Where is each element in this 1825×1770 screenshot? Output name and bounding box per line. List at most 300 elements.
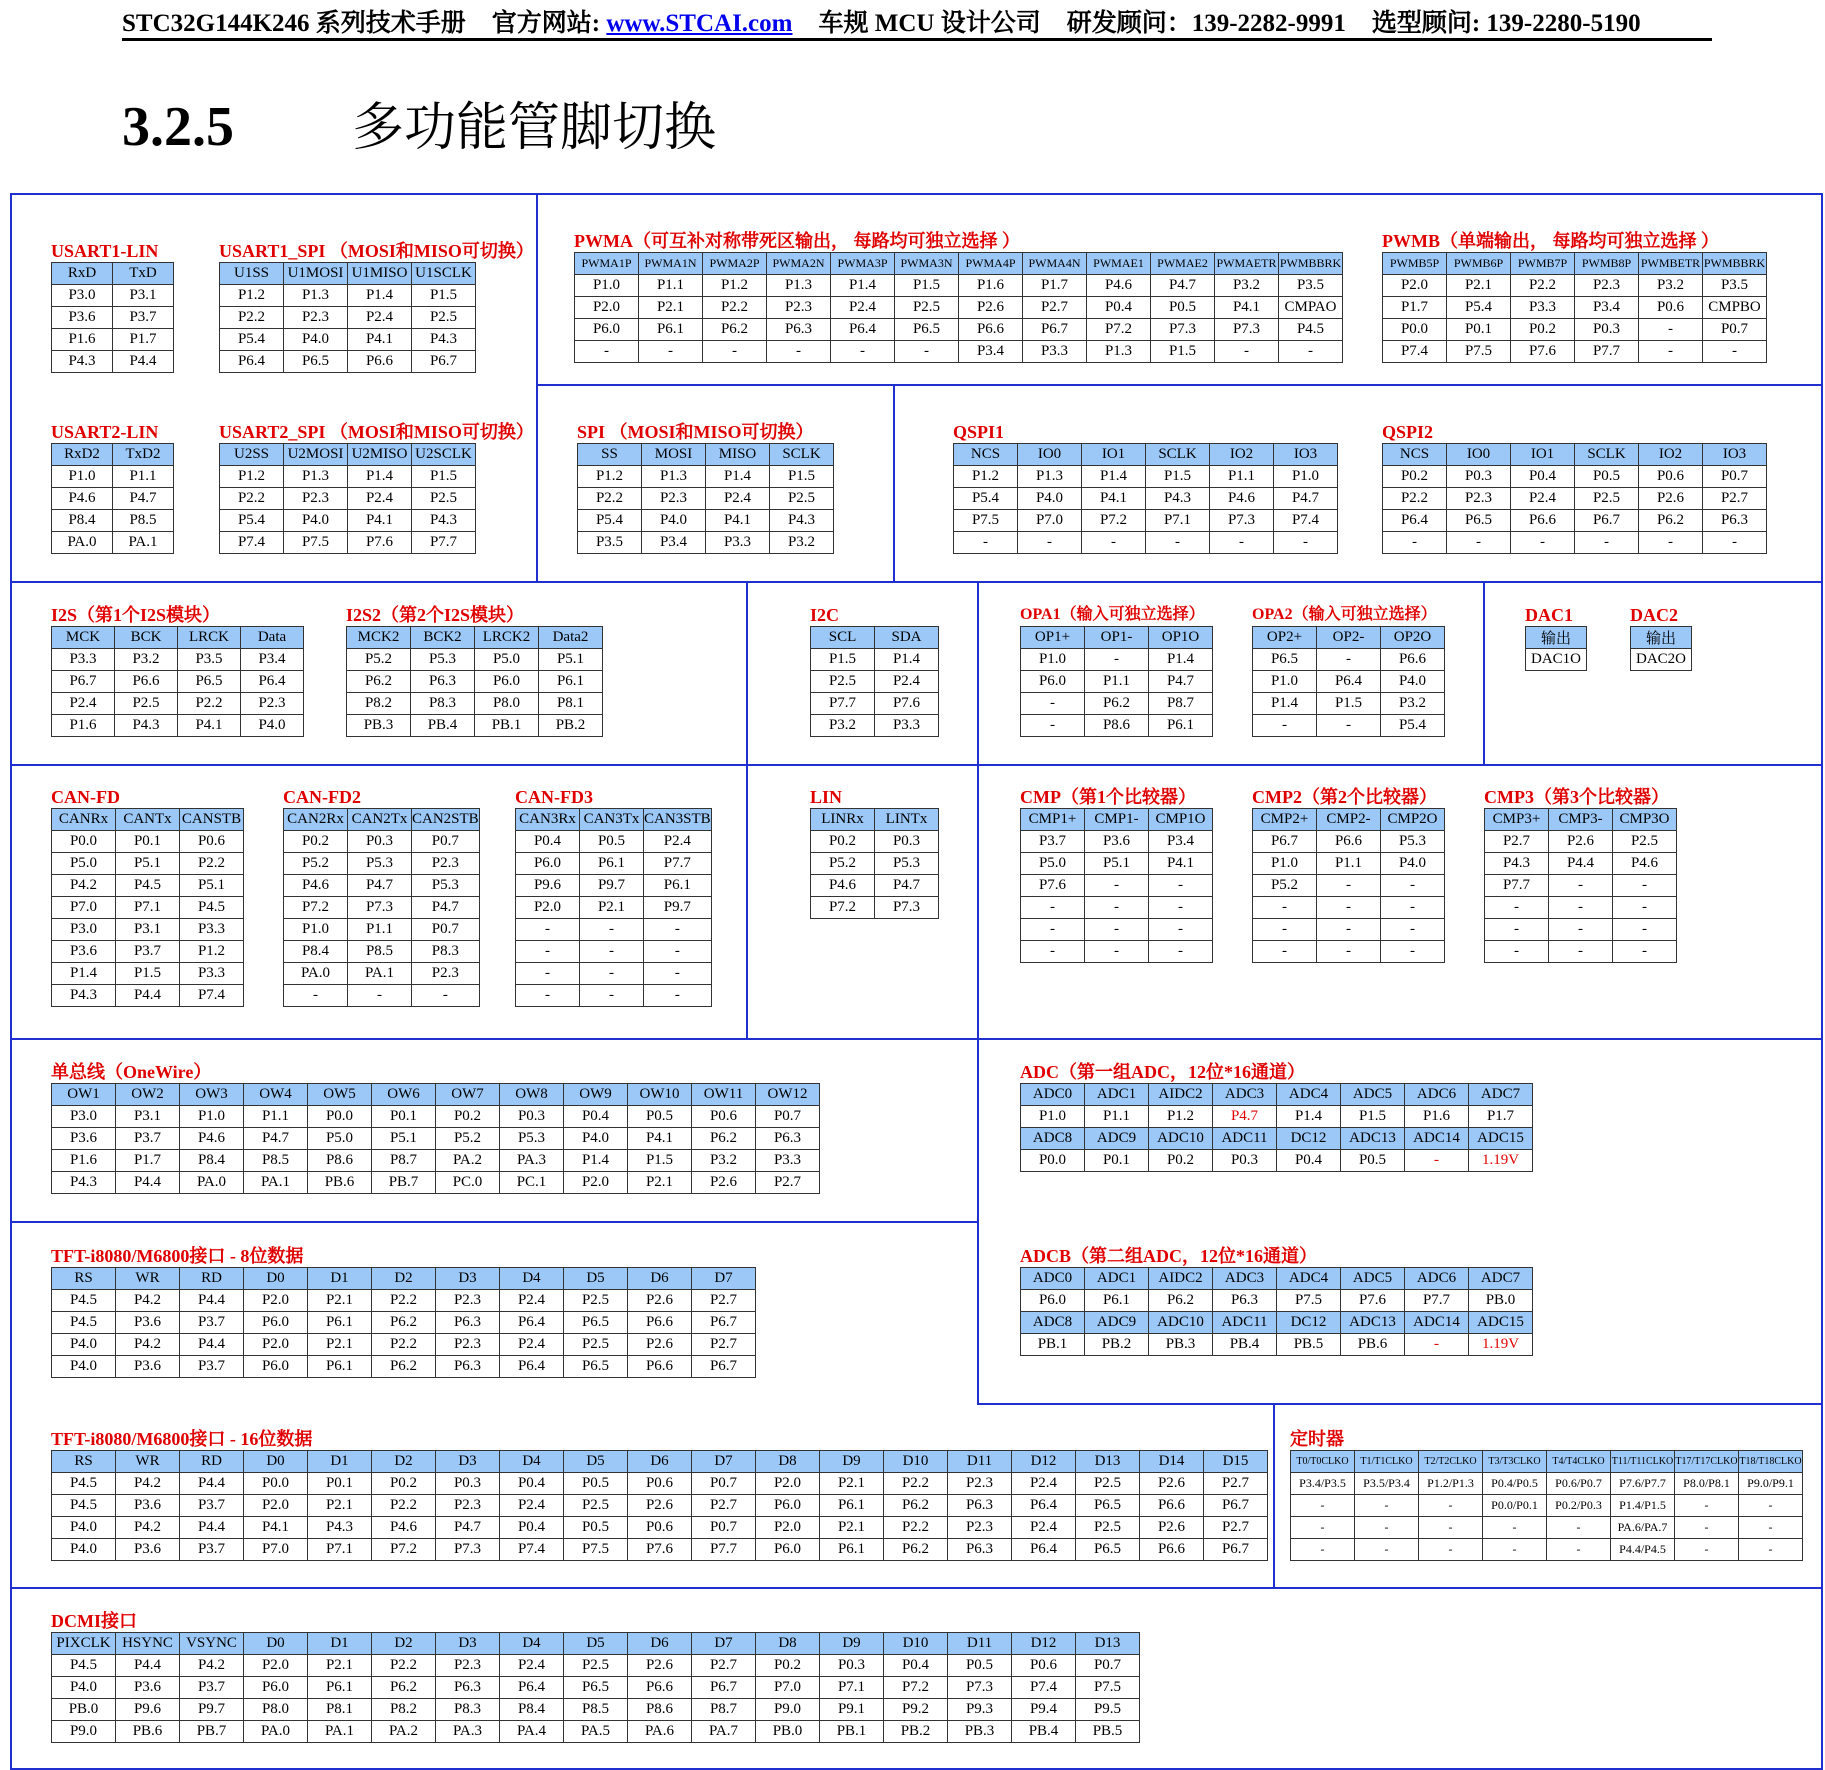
table-header-row xyxy=(575,253,1343,275)
pin-cell: P6.2 xyxy=(1085,693,1149,715)
table-header-row xyxy=(1291,1451,1803,1473)
pin-cell: PB.4 xyxy=(1012,1721,1076,1743)
pin-cell: P0.4 xyxy=(500,1517,564,1539)
pin-cell: P7.4 xyxy=(1274,510,1338,532)
column-header: RD xyxy=(180,1268,244,1290)
table-lin xyxy=(810,786,939,919)
table-row xyxy=(516,875,712,897)
pin-cell: P2.3 xyxy=(436,1334,500,1356)
pin-cell: - xyxy=(1146,532,1210,554)
pin-cell: - xyxy=(1317,919,1381,941)
table-row xyxy=(347,715,603,737)
pin-cell: P1.4 xyxy=(348,285,412,307)
table-row xyxy=(1021,1312,1533,1334)
pin-cell: P2.1 xyxy=(820,1473,884,1495)
column-header: U1MOSI xyxy=(284,263,348,285)
table-row xyxy=(1485,831,1677,853)
table-row xyxy=(52,919,244,941)
pin-cell: - xyxy=(1547,1517,1611,1539)
pin-cell: P6.6 xyxy=(1381,649,1445,671)
table-title: CAN-FD3 xyxy=(515,787,593,807)
column-header: OP2- xyxy=(1317,627,1381,649)
pin-cell: P0.7 xyxy=(412,919,480,941)
column-header: D4 xyxy=(500,1451,564,1473)
column-header: CMP3O xyxy=(1613,809,1677,831)
pin-cell: P5.2 xyxy=(347,649,411,671)
pin-cell: - xyxy=(1291,1517,1355,1539)
pin-cell: P1.2 xyxy=(1149,1106,1213,1128)
pin-cell: P5.0 xyxy=(52,853,116,875)
pin-cell: P7.5 xyxy=(564,1539,628,1561)
table-row xyxy=(1021,1334,1533,1356)
pin-cell: P1.2 xyxy=(220,466,284,488)
pin-cell: P5.2 xyxy=(1253,875,1317,897)
pin-cell: P0.0 xyxy=(244,1473,308,1495)
pin-cell: P5.1 xyxy=(372,1128,436,1150)
pin-cell: P7.4 xyxy=(180,985,244,1007)
table-row xyxy=(811,715,939,737)
pin-cell: P7.2 xyxy=(811,897,875,919)
pin-cell: - xyxy=(1149,875,1213,897)
pin-cell: P0.4 xyxy=(1277,1150,1341,1172)
pin-cell: P2.2 xyxy=(372,1334,436,1356)
column-header: CANTx xyxy=(116,809,180,831)
pin-cell: PB.0 xyxy=(1469,1290,1533,1312)
pin-cell: P2.5 xyxy=(770,488,834,510)
pin-cell: P6.7 xyxy=(1575,510,1639,532)
pin-cell: - xyxy=(1317,897,1381,919)
pin-cell: P3.2 xyxy=(692,1150,756,1172)
pin-cell: - xyxy=(580,985,644,1007)
pin-cell: P0.6 xyxy=(628,1517,692,1539)
pin-cell: P0.5 xyxy=(564,1473,628,1495)
table-row xyxy=(1485,919,1677,941)
table-row xyxy=(52,532,174,554)
table-adc xyxy=(1020,1061,1533,1172)
column-header: D3 xyxy=(436,1633,500,1655)
pin-cell: - xyxy=(1739,1517,1803,1539)
pin-cell: - xyxy=(1639,532,1703,554)
column-header: IO2 xyxy=(1210,444,1274,466)
table-row xyxy=(1253,649,1445,671)
column-header: OP1+ xyxy=(1021,627,1085,649)
table-title: QSPI1 xyxy=(953,422,1005,442)
pin-cell: P6.0 xyxy=(756,1539,820,1561)
pin-cell: P7.2 xyxy=(1087,319,1151,341)
pin-cell: - xyxy=(1253,919,1317,941)
table-header-row xyxy=(1526,627,1587,649)
pin-cell: P2.5 xyxy=(564,1334,628,1356)
pin-cell: P6.7 xyxy=(1204,1495,1268,1517)
column-header: U1SCLK xyxy=(412,263,476,285)
pin-cell: P2.1 xyxy=(628,1172,692,1194)
table-row xyxy=(516,919,712,941)
pin-cell: PB.2 xyxy=(539,715,603,737)
column-header: SCLK xyxy=(1575,444,1639,466)
pin-cell: P0.4 xyxy=(564,1106,628,1128)
divider xyxy=(977,1403,1823,1405)
pin-cell: P6.1 xyxy=(308,1356,372,1378)
table-row xyxy=(1383,466,1767,488)
table-header-row xyxy=(52,1451,1268,1473)
table-row xyxy=(52,985,244,1007)
pin-cell: P4.4 xyxy=(116,985,180,1007)
pin-cell: - xyxy=(1018,532,1082,554)
pin-cell: P6.4 xyxy=(1383,510,1447,532)
pin-cell: P2.4 xyxy=(706,488,770,510)
pin-cell: - xyxy=(954,532,1018,554)
table-row xyxy=(52,285,174,307)
pin-cell: P4.3 xyxy=(115,715,178,737)
column-header: OW12 xyxy=(756,1084,820,1106)
table-qspi2 xyxy=(1382,421,1767,554)
table-row xyxy=(52,853,244,875)
pin-cell: P0.6 xyxy=(1012,1655,1076,1677)
pin-cell: P6.5 xyxy=(284,351,348,373)
table-header-row xyxy=(1021,1268,1533,1290)
pin-cell: P5.4 xyxy=(1381,715,1445,737)
pin-cell: - xyxy=(516,985,580,1007)
pin-cell: P4.5 xyxy=(52,1312,116,1334)
pin-cell: P0.2 xyxy=(1149,1150,1213,1172)
table-row xyxy=(1021,919,1213,941)
pin-cell: P4.4 xyxy=(116,1655,180,1677)
pin-cell: P3.6 xyxy=(52,1128,116,1150)
pin-cell: - xyxy=(1549,941,1613,963)
table-row xyxy=(52,329,174,351)
pin-cell: P1.7 xyxy=(1023,275,1087,297)
pin-cell: ADC10 xyxy=(1149,1128,1213,1150)
pin-cell: P8.6 xyxy=(1085,715,1149,737)
pin-cell: P8.5 xyxy=(564,1699,628,1721)
pin-cell: P7.7 xyxy=(811,693,875,715)
pin-cell: P0.3 xyxy=(1447,466,1511,488)
pin-cell: P2.4 xyxy=(831,297,895,319)
column-header: D10 xyxy=(884,1451,948,1473)
pin-cell: - xyxy=(1149,919,1213,941)
pin-cell: P1.0 xyxy=(1021,649,1085,671)
column-header: U1SS xyxy=(220,263,284,285)
table-row xyxy=(1253,831,1445,853)
pin-cell: P2.7 xyxy=(1703,488,1767,510)
pin-cell: - xyxy=(1210,532,1274,554)
pin-cell: P6.3 xyxy=(948,1539,1012,1561)
pin-cell: P3.4/P3.5 xyxy=(1291,1473,1355,1495)
column-header: PIXCLK xyxy=(52,1633,116,1655)
table-row xyxy=(220,351,476,373)
pin-cell: P6.4 xyxy=(500,1677,564,1699)
pin-cell: P3.6 xyxy=(116,1356,180,1378)
column-header: D4 xyxy=(500,1268,564,1290)
pin-cell: P0.7 xyxy=(1703,466,1767,488)
pin-cell: P6.5 xyxy=(564,1312,628,1334)
pin-cell: P1.3 xyxy=(284,285,348,307)
pin-cell: P5.3 xyxy=(348,853,412,875)
pin-cell: P3.6 xyxy=(116,1312,180,1334)
table-row xyxy=(1253,853,1445,875)
pin-cell: - xyxy=(1317,941,1381,963)
pin-cell: P7.3 xyxy=(436,1539,500,1561)
pin-cell: - xyxy=(1381,919,1445,941)
table-header-row xyxy=(578,444,834,466)
column-header: ADC1 xyxy=(1085,1268,1149,1290)
column-header: CMP2- xyxy=(1317,809,1381,831)
column-header: ADC4 xyxy=(1277,1084,1341,1106)
pin-cell: P1.2 xyxy=(220,285,284,307)
pin-cell: P3.5 xyxy=(1703,275,1767,297)
pin-cell: P9.7 xyxy=(644,897,712,919)
table-title: DAC2 xyxy=(1630,605,1678,625)
pin-cell: PB.2 xyxy=(884,1721,948,1743)
pin-cell: P1.2 xyxy=(180,941,244,963)
pin-cell: PB.1 xyxy=(475,715,539,737)
pin-cell: - xyxy=(1381,875,1445,897)
pin-cell: P6.1 xyxy=(580,853,644,875)
column-header: CANSTB xyxy=(180,809,244,831)
table-row xyxy=(52,941,244,963)
column-header: PWMBBRK xyxy=(1279,253,1343,275)
table-row xyxy=(578,532,834,554)
pin-cell: P4.7 xyxy=(1149,671,1213,693)
pin-cell: P0.0/P0.1 xyxy=(1483,1495,1547,1517)
pin-cell: P1.5 xyxy=(1317,693,1381,715)
table-timer xyxy=(1290,1428,1803,1561)
pin-cell: P4.2 xyxy=(116,1334,180,1356)
table-title: USART2_SPI （MOSI和MISO可切换） xyxy=(219,422,534,442)
table-header-row xyxy=(52,627,304,649)
column-header: D5 xyxy=(564,1268,628,1290)
pin-cell: 1.19V xyxy=(1469,1334,1533,1356)
pin-cell: P7.0 xyxy=(52,897,116,919)
table-row xyxy=(52,1473,1268,1495)
pin-cell: P2.0 xyxy=(516,897,580,919)
pin-cell: P1.7 xyxy=(113,329,174,351)
table-row xyxy=(52,1721,1140,1743)
pin-cell: P6.5 xyxy=(1076,1539,1140,1561)
pin-cell: ADC8 xyxy=(1021,1128,1085,1150)
pin-cell: P5.1 xyxy=(1085,853,1149,875)
pin-cell: P2.3 xyxy=(241,693,304,715)
pin-cell: P0.2 xyxy=(436,1106,500,1128)
pin-table xyxy=(1020,626,1213,737)
table-row xyxy=(954,488,1338,510)
pin-cell: P4.5 xyxy=(180,897,244,919)
pin-cell: ADC9 xyxy=(1085,1128,1149,1150)
table-row xyxy=(516,853,712,875)
column-header: ADC6 xyxy=(1405,1084,1469,1106)
pin-cell: P1.4 xyxy=(706,466,770,488)
pin-cell: P4.1 xyxy=(178,715,241,737)
pin-cell: P6.4 xyxy=(1012,1495,1076,1517)
pin-cell: ADC11 xyxy=(1213,1312,1277,1334)
pin-cell: P3.3 xyxy=(875,715,939,737)
pin-cell: P3.2 xyxy=(1381,693,1445,715)
table-row xyxy=(284,919,480,941)
pin-cell: P7.1 xyxy=(820,1677,884,1699)
pin-cell: P0.5 xyxy=(580,831,644,853)
pin-cell: P5.1 xyxy=(116,853,180,875)
pin-cell: P2.6 xyxy=(628,1334,692,1356)
pin-cell: - xyxy=(1703,532,1767,554)
pin-cell: - xyxy=(580,941,644,963)
pin-cell: P2.3 xyxy=(1447,488,1511,510)
column-header: IO0 xyxy=(1018,444,1082,466)
pin-table xyxy=(51,626,304,737)
pin-cell: ADC13 xyxy=(1341,1312,1405,1334)
pin-cell: PA.0 xyxy=(52,532,113,554)
pin-cell: P0.3 xyxy=(820,1655,884,1677)
pin-cell: P6.1 xyxy=(539,671,603,693)
pin-cell: PA.1 xyxy=(244,1172,308,1194)
pin-cell: P6.0 xyxy=(475,671,539,693)
table-row xyxy=(52,897,244,919)
pin-cell: P2.5 xyxy=(564,1655,628,1677)
table-row xyxy=(52,1312,756,1334)
pin-cell: P7.5 xyxy=(284,532,348,554)
table-row xyxy=(347,649,603,671)
pin-cell: P6.4 xyxy=(220,351,284,373)
pin-cell: P2.7 xyxy=(756,1172,820,1194)
pin-cell: P2.5 xyxy=(1076,1517,1140,1539)
pin-cell: P7.5 xyxy=(1447,341,1511,363)
pin-cell: - xyxy=(1317,715,1381,737)
section-heading xyxy=(122,85,716,160)
pin-cell: P5.4 xyxy=(220,329,284,351)
section-title: 多功能管脚切换 xyxy=(352,98,717,158)
pin-cell: - xyxy=(1485,941,1549,963)
table-title: CMP3（第3个比较器） xyxy=(1484,787,1669,807)
pin-cell: P5.3 xyxy=(1381,831,1445,853)
pin-cell: - xyxy=(1149,941,1213,963)
table-row xyxy=(1485,897,1677,919)
column-header: AIDC2 xyxy=(1149,1084,1213,1106)
table-row xyxy=(220,510,476,532)
pin-cell: - xyxy=(1549,919,1613,941)
pin-cell: DAC2O xyxy=(1631,649,1692,671)
pin-cell: P4.7 xyxy=(1213,1106,1277,1128)
table-title: USART1_SPI （MOSI和MISO可切换） xyxy=(219,241,534,261)
pin-cell: - xyxy=(1739,1539,1803,1561)
table-row xyxy=(52,649,304,671)
pin-cell: P6.2 xyxy=(703,319,767,341)
pin-cell: - xyxy=(1291,1495,1355,1517)
pin-cell: PA.1 xyxy=(308,1721,372,1743)
table-row xyxy=(1021,693,1213,715)
pin-cell: P6.6 xyxy=(1140,1495,1204,1517)
column-header: D2 xyxy=(372,1268,436,1290)
column-header: D2 xyxy=(372,1633,436,1655)
pin-cell: P4.0 xyxy=(284,510,348,532)
table-cmp2 xyxy=(1252,786,1445,963)
table-row xyxy=(52,1128,820,1150)
pin-cell: P0.3 xyxy=(875,831,939,853)
column-header: CMP3- xyxy=(1549,809,1613,831)
table-row xyxy=(1021,1128,1533,1150)
table-spi xyxy=(577,421,834,554)
pin-cell: P7.6/P7.7 xyxy=(1611,1473,1675,1495)
pin-cell: - xyxy=(1547,1539,1611,1561)
pin-cell: P6.7 xyxy=(1023,319,1087,341)
pin-cell: P1.0 xyxy=(284,919,348,941)
column-header: OW4 xyxy=(244,1084,308,1106)
table-header-row xyxy=(1485,809,1677,831)
pin-cell: P2.3 xyxy=(436,1655,500,1677)
pin-cell: P1.0 xyxy=(1021,1106,1085,1128)
pin-cell: P4.2 xyxy=(116,1290,180,1312)
column-header: U1MISO xyxy=(348,263,412,285)
pin-cell: P5.4 xyxy=(954,488,1018,510)
table-row xyxy=(578,510,834,532)
pin-cell: P1.4 xyxy=(52,963,116,985)
pin-cell: P2.0 xyxy=(244,1290,308,1312)
pin-cell: P3.3 xyxy=(180,919,244,941)
pin-cell: - xyxy=(1485,919,1549,941)
pin-cell: P4.0 xyxy=(52,1517,116,1539)
table-row xyxy=(1631,649,1692,671)
pin-cell: P2.3 xyxy=(642,488,706,510)
column-header: RxD2 xyxy=(52,444,113,466)
table-row xyxy=(52,1172,820,1194)
pin-cell: P7.2 xyxy=(372,1539,436,1561)
column-header: CAN2Tx xyxy=(348,809,412,831)
table-row xyxy=(1253,715,1445,737)
pin-cell: P0.2 xyxy=(1383,466,1447,488)
website-link[interactable]: www.STCAI.com xyxy=(606,10,793,37)
pin-cell: P2.5 xyxy=(564,1290,628,1312)
pin-cell: P3.5 xyxy=(1279,275,1343,297)
pin-cell: P4.4 xyxy=(113,351,174,373)
pin-cell: - xyxy=(1149,897,1213,919)
pin-cell: P4.2 xyxy=(116,1517,180,1539)
table-row xyxy=(1021,715,1213,737)
table-header-row xyxy=(52,1084,820,1106)
pin-cell: P6.3 xyxy=(1213,1290,1277,1312)
pin-cell: P6.7 xyxy=(692,1312,756,1334)
table-header-row xyxy=(1631,627,1692,649)
pin-cell: - xyxy=(1021,897,1085,919)
pin-cell: - xyxy=(580,963,644,985)
pin-cell: - xyxy=(1215,341,1279,363)
pin-cell: - xyxy=(639,341,703,363)
pin-cell: P4.7 xyxy=(1151,275,1215,297)
table-row xyxy=(52,963,244,985)
column-header: T2/T2CLKO xyxy=(1419,1451,1483,1473)
table-title: I2S2（第2个I2S模块） xyxy=(346,605,525,625)
pin-cell: P7.7 xyxy=(1575,341,1639,363)
table-title: USART2-LIN xyxy=(51,422,159,442)
pin-cell: PA.0 xyxy=(244,1721,308,1743)
pin-cell: P4.4 xyxy=(180,1290,244,1312)
column-header: CANRx xyxy=(52,809,116,831)
pin-cell: P3.6 xyxy=(1085,831,1149,853)
pin-cell: P2.6 xyxy=(1140,1473,1204,1495)
table-header-row xyxy=(954,444,1338,466)
table-header-row xyxy=(52,263,174,285)
section-number: 3.2.5 xyxy=(122,96,234,158)
column-header: ADC6 xyxy=(1405,1268,1469,1290)
pin-cell: PA.0 xyxy=(284,963,348,985)
table-row xyxy=(347,693,603,715)
pin-cell: P7.7 xyxy=(412,532,476,554)
table-row xyxy=(284,941,480,963)
table-row xyxy=(1253,897,1445,919)
table-canfd3 xyxy=(515,786,712,1007)
divider xyxy=(536,193,538,581)
column-header: ADC7 xyxy=(1469,1084,1533,1106)
pin-cell: P3.2 xyxy=(1639,275,1703,297)
pin-table xyxy=(1020,1083,1533,1172)
pin-cell: - xyxy=(1253,715,1317,737)
